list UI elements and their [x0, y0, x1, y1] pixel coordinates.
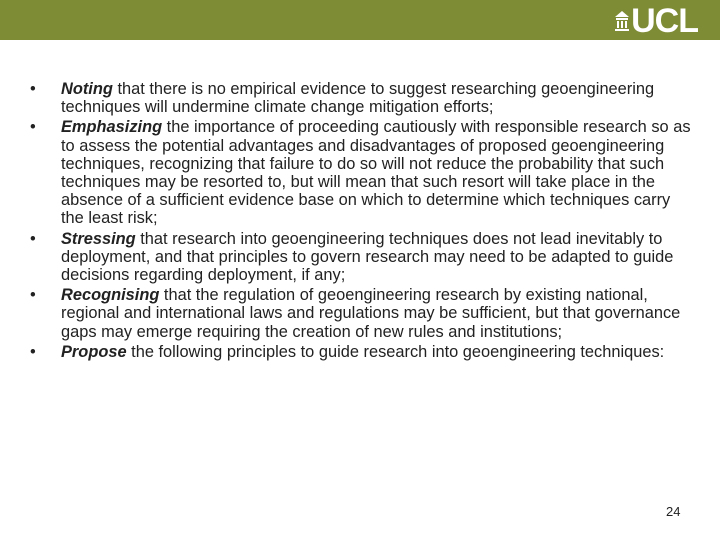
bullet-lead: Recognising [61, 286, 160, 305]
bullet-symbol: • [30, 229, 36, 248]
bullet-lead: Emphasizing [61, 118, 163, 137]
bullet-item-stressing [30, 230, 695, 285]
bullet-item-noting [30, 80, 695, 116]
bullet-item-recognising [30, 286, 695, 341]
page-number: 24 [666, 504, 681, 519]
portico-icon [615, 11, 629, 31]
bullet-symbol: • [30, 286, 36, 305]
bullet-text: the importance of proceeding cautiously with responsible research so as to assess the potential advantages and disadvantages of proposed geoengineering techniques, recognizing that failure to do so will not reduce the probability that such techniques may be resorted to, but will mean that such resort will take place in the absence of a sufficient evidence base on which to determine which techniques carry the least risk; [61, 118, 691, 228]
ucl-logo [615, 4, 698, 38]
bullet-text: that there is no empirical evidence to suggest researching geoengineering techniques will undermine climate change mitigation efforts; [61, 80, 655, 117]
logo-text: UCL [631, 2, 698, 40]
bullet-item-emphasizing [30, 118, 695, 227]
bullet-symbol: • [30, 342, 36, 361]
bullet-item-propose [30, 343, 695, 361]
bullet-lead: Noting [61, 80, 113, 98]
bullet-text: the following principles to guide research into geoengineering techniques: [126, 342, 665, 361]
bullet-list [30, 80, 695, 363]
header-bar [0, 0, 720, 40]
bullet-lead: Stressing [61, 229, 136, 248]
bullet-text: that research into geoengineering techniques does not lead inevitably to deployment, and that principles to govern research may need to be adapted to guide decisions regarding deployment, if any; [61, 229, 674, 285]
bullet-lead: Propose [61, 342, 127, 361]
bullet-symbol: • [30, 80, 36, 98]
bullet-text: that the regulation of geoengineering research by existing national, regional and international laws and regulations may be sufficient, but that governance gaps may emerge requiring the creation of new rules and institutions; [61, 286, 681, 341]
bullet-symbol: • [30, 118, 36, 137]
